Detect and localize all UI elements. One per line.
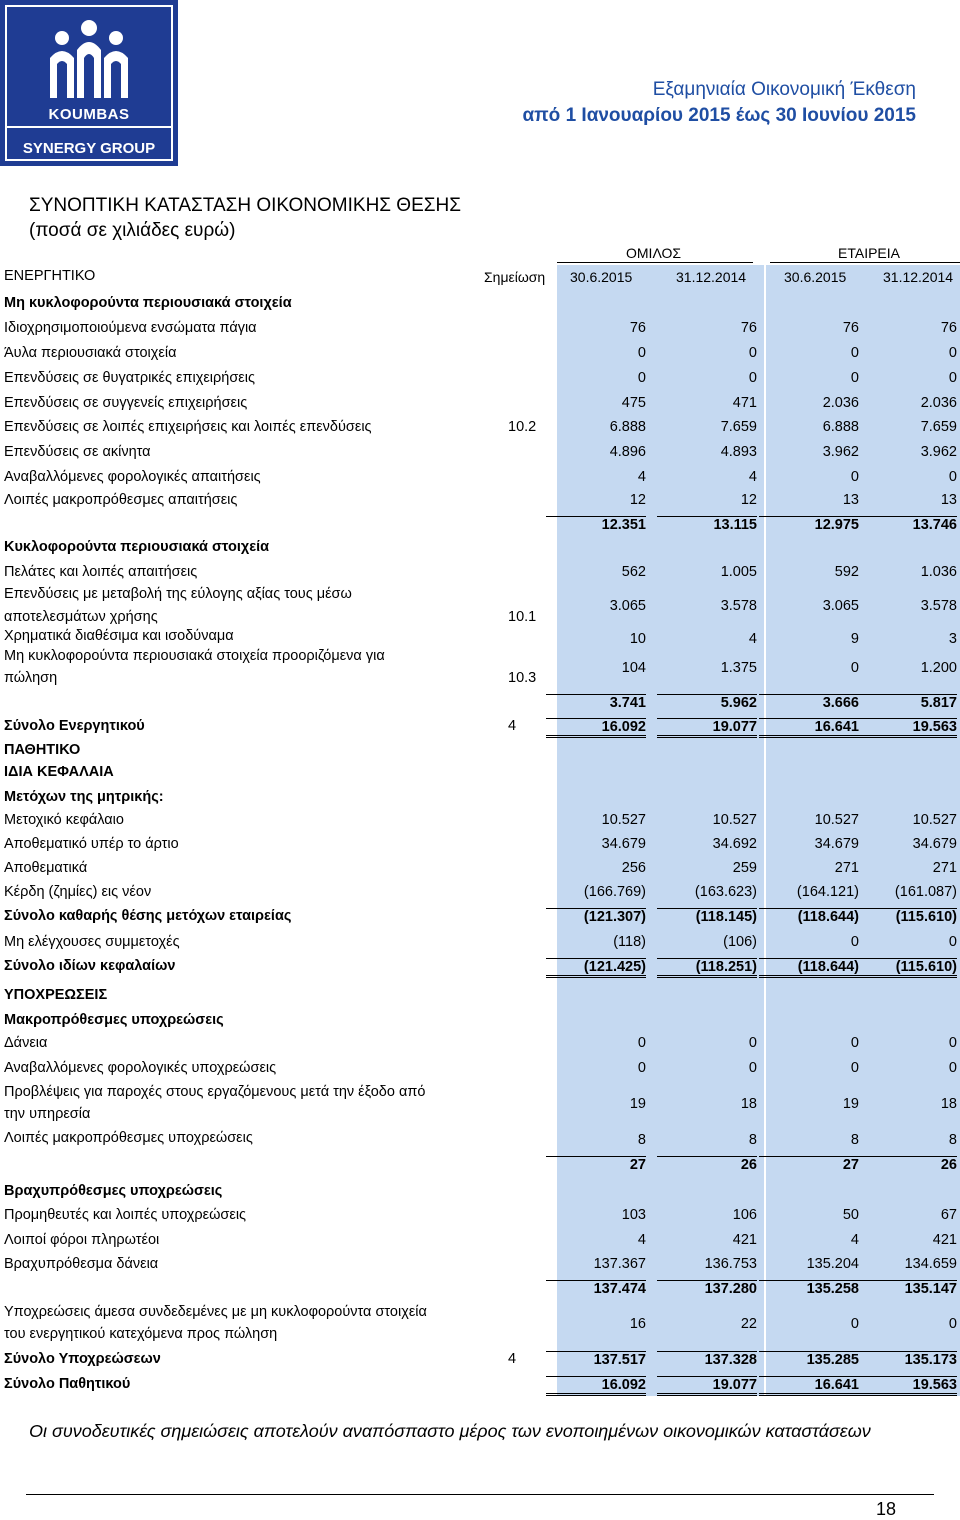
- cell: 137.367: [593, 1256, 646, 1272]
- cell: 0: [948, 345, 957, 361]
- note-ref: 10.3: [508, 670, 537, 686]
- cell: 4: [637, 1232, 646, 1248]
- cell: 0: [850, 469, 859, 485]
- cell: 0: [748, 1035, 757, 1051]
- cell: 106: [732, 1207, 757, 1223]
- cell: 19: [629, 1096, 646, 1112]
- row-label: Αναβαλλόμενες φορολογικές απαιτήσεις: [4, 469, 261, 485]
- cell: (164.121): [796, 884, 859, 900]
- cell: 27: [759, 1156, 859, 1173]
- row-label: Κέρδη (ζημίες) εις νέον: [4, 884, 152, 900]
- cell: 18: [940, 1096, 957, 1112]
- cell: 8: [850, 1132, 859, 1148]
- cell: 3: [948, 631, 957, 647]
- cell: 34.679: [912, 836, 957, 852]
- cell: 1.005: [720, 564, 757, 580]
- cell: (121.307): [546, 908, 646, 925]
- note-ref: 10.2: [508, 419, 537, 435]
- cell: (118.644): [759, 958, 859, 978]
- cell: 1.036: [920, 564, 957, 580]
- report-title: Εξαμηνιαία Οικονομική Έκθεση: [652, 79, 916, 100]
- cell: 135.147: [857, 1280, 957, 1297]
- statement-title: [29, 193, 461, 243]
- cell: 0: [748, 370, 757, 386]
- row-label: Αναβαλλόμενες φορολογικές υποχρεώσεις: [4, 1060, 277, 1076]
- row-label: ΥΠΟΧΡΕΩΣΕΙΣ: [4, 987, 108, 1003]
- row-label-cont: του ενεργητικού κατεχόμενα προς πώληση: [4, 1326, 278, 1342]
- cell: 6.888: [609, 419, 646, 435]
- cell: 19.077: [657, 1376, 757, 1396]
- row-label: Προμηθευτές και λοιπές υποχρεώσεις: [4, 1207, 247, 1223]
- cell: 4: [850, 1232, 859, 1248]
- row-label-cont: αποτελεσμάτων χρήσης: [4, 609, 158, 625]
- cell: 13.115: [657, 516, 757, 533]
- note-ref: 4: [508, 1351, 517, 1367]
- row-label: Μη κυκλοφορούντα περιουσιακά στοιχεία: [4, 295, 292, 311]
- cell: 0: [948, 469, 957, 485]
- cell: 50: [842, 1207, 859, 1223]
- cell: 13.746: [857, 516, 957, 533]
- statement-title-line1: ΣΥΝΟΠΤΙΚΗ ΚΑΤΑΣΤΑΣΗ ΟΙΚΟΝΟΜΙΚΗΣ ΘΕΣΗΣ: [29, 195, 461, 216]
- cell: 2.036: [920, 395, 957, 411]
- cell: 76: [940, 320, 957, 336]
- cell: 67: [940, 1207, 957, 1223]
- cell: 271: [932, 860, 957, 876]
- assets-header: ΕΝΕΡΓΗΤΙΚΟ: [4, 268, 96, 284]
- date-group-prior: 31.12.2014: [676, 269, 747, 285]
- cell: 3.578: [920, 598, 957, 614]
- cell: 7.659: [720, 419, 757, 435]
- cell: 0: [948, 1316, 957, 1332]
- cell: 0: [948, 1060, 957, 1076]
- row-label: Αποθεματικά: [4, 860, 88, 876]
- cell: (161.087): [894, 884, 957, 900]
- row-label: Επενδύσεις με μεταβολή της εύλογης αξίας τους μέσω: [4, 586, 352, 602]
- cell: (118.251): [657, 958, 757, 978]
- company-header: ΕΤΑΙΡΕΙΑ: [838, 245, 900, 261]
- cell: 1.375: [720, 660, 757, 676]
- cell: 8: [637, 1132, 646, 1148]
- cell: 13: [842, 492, 859, 508]
- cell: 0: [850, 1035, 859, 1051]
- cell: 18: [740, 1096, 757, 1112]
- row-label: Σύνολο ιδίων κεφαλαίων: [4, 958, 176, 974]
- cell: 3.065: [609, 598, 646, 614]
- date-company-prior: 31.12.2014: [883, 269, 954, 285]
- cell: 16.092: [546, 1376, 646, 1396]
- cell: 34.679: [601, 836, 646, 852]
- cell: 16.641: [759, 1376, 859, 1396]
- cell: 136.753: [704, 1256, 757, 1272]
- cell: 0: [637, 1060, 646, 1076]
- cell: 76: [842, 320, 859, 336]
- row-label: Μη κυκλοφορούντα περιουσιακά στοιχεία προοριζόμενα για: [4, 648, 385, 664]
- row-label: Λοιπές μακροπρόθεσμες υποχρεώσεις: [4, 1130, 253, 1146]
- note-header: Σημείωση: [484, 269, 546, 285]
- group-header-rule: [557, 262, 753, 263]
- cell: 135.258: [759, 1280, 859, 1297]
- cell: 3.065: [822, 598, 859, 614]
- cell: 10.527: [912, 812, 957, 828]
- cell: 26: [657, 1156, 757, 1173]
- page-divider: [26, 1494, 934, 1495]
- cell: 137.474: [546, 1280, 646, 1297]
- cell: (118.644): [759, 908, 859, 925]
- cell: (115.610): [857, 958, 957, 978]
- cell: 0: [850, 1060, 859, 1076]
- cell: 76: [629, 320, 646, 336]
- cell: 103: [621, 1207, 646, 1223]
- cell: 0: [850, 934, 859, 950]
- report-period: από 1 Ιανουαρίου 2015 έως 30 Ιουνίου 2015: [522, 105, 916, 126]
- cell: 562: [621, 564, 646, 580]
- cell: 26: [857, 1156, 957, 1173]
- cell: 12: [740, 492, 757, 508]
- cell: 0: [748, 345, 757, 361]
- cell: 421: [932, 1232, 957, 1248]
- cell: 19.077: [657, 718, 757, 738]
- cell: 135.173: [857, 1351, 957, 1368]
- row-label: Υποχρεώσεις άμεσα συνδεδεμένες με μη κυκλοφορούντα στοιχεία: [4, 1304, 427, 1320]
- cell: 3.962: [920, 444, 957, 460]
- cell: 4: [637, 469, 646, 485]
- row-label: Μη ελέγχουσες συμμετοχές: [4, 934, 180, 950]
- row-label: Επενδύσεις σε συγγενείς επιχειρήσεις: [4, 395, 248, 411]
- cell: 0: [850, 660, 859, 676]
- logo-subtext: SYNERGY GROUP: [22, 140, 156, 157]
- cell: 4: [748, 469, 757, 485]
- row-label: Μακροπρόθεσμες υποχρεώσεις: [4, 1012, 224, 1028]
- cell: 6.888: [822, 419, 859, 435]
- group-header: ΟΜΙΛΟΣ: [626, 245, 682, 261]
- cell: 3.741: [546, 694, 646, 711]
- cell: 27: [546, 1156, 646, 1173]
- cell: 22: [740, 1316, 757, 1332]
- cell: 0: [850, 1316, 859, 1332]
- cell: 135.285: [759, 1351, 859, 1368]
- cell: 12.975: [759, 516, 859, 533]
- cell: 137.328: [657, 1351, 757, 1368]
- cell: 12.351: [546, 516, 646, 533]
- company-header-rule: [770, 262, 960, 263]
- row-label: Σύνολο καθαρής θέσης μετόχων εταιρείας: [4, 908, 292, 924]
- date-group-current: 30.6.2015: [570, 269, 633, 285]
- note-ref: 10.1: [508, 609, 537, 625]
- cell: 1.200: [920, 660, 957, 676]
- cell: 12: [629, 492, 646, 508]
- cell: 134.659: [904, 1256, 957, 1272]
- cell: (163.623): [694, 884, 757, 900]
- row-label-cont: πώληση: [4, 670, 58, 686]
- page-number: 18: [875, 1499, 896, 1519]
- cell: 0: [948, 1035, 957, 1051]
- cell: 271: [834, 860, 859, 876]
- cell: 3.578: [720, 598, 757, 614]
- cell: 10.527: [712, 812, 757, 828]
- cell: 19: [842, 1096, 859, 1112]
- row-label: Λοιπές μακροπρόθεσμες απαιτήσεις: [4, 492, 238, 508]
- row-label: Δάνεια: [4, 1035, 48, 1051]
- cell: 34.679: [814, 836, 859, 852]
- cell: 3.962: [822, 444, 859, 460]
- cell: 256: [621, 860, 646, 876]
- cell: 7.659: [920, 419, 957, 435]
- cell: 9: [850, 631, 859, 647]
- cell: 2.036: [822, 395, 859, 411]
- note-ref: 4: [508, 718, 517, 734]
- cell: 592: [834, 564, 859, 580]
- row-label: Μετοχικό κεφάλαιο: [4, 812, 124, 828]
- cell: 137.517: [546, 1351, 646, 1368]
- cell: 259: [732, 860, 757, 876]
- cell: 16.641: [759, 718, 859, 738]
- cell: 4.893: [720, 444, 757, 460]
- row-label: Επενδύσεις σε λοιπές επιχειρήσεις και λοιπές επενδύσεις: [4, 419, 372, 435]
- cell: 16: [629, 1316, 646, 1332]
- row-label: Πελάτες και λοιπές απαιτήσεις: [4, 564, 198, 580]
- cell: 104: [621, 660, 646, 676]
- footnote: Οι συνοδευτικές σημειώσεις αποτελούν αναπόσπαστο μέρος των ενοποιημένων οικονομικών καταστάσεων: [29, 1421, 871, 1441]
- cell: 76: [740, 320, 757, 336]
- company-logo: [0, 0, 178, 166]
- row-label: Σύνολο Υποχρεώσεων: [4, 1351, 161, 1367]
- row-label: Χρηματικά διαθέσιμα και ισοδύναμα: [4, 628, 234, 644]
- logo-text: KOUMBAS: [48, 106, 130, 123]
- cell: (118): [613, 934, 646, 950]
- cell: 8: [948, 1132, 957, 1148]
- cell: 5.962: [657, 694, 757, 711]
- cell: 8: [748, 1132, 757, 1148]
- date-company-current: 30.6.2015: [784, 269, 847, 285]
- cell: 19.563: [857, 1376, 957, 1396]
- cell: 475: [621, 395, 646, 411]
- cell: 4.896: [609, 444, 646, 460]
- cell: 0: [748, 1060, 757, 1076]
- cell: 0: [637, 370, 646, 386]
- cell: 0: [850, 345, 859, 361]
- cell: 0: [948, 370, 957, 386]
- cell: 471: [732, 395, 757, 411]
- row-label: Προβλέψεις για παροχές στους εργαζόμενους μετά την έξοδο από: [4, 1084, 426, 1100]
- cell: 19.563: [857, 718, 957, 738]
- statement-title-line2: (ποσά σε χιλιάδες ευρώ): [29, 220, 236, 241]
- cell: 137.280: [657, 1280, 757, 1297]
- cell: 10.527: [814, 812, 859, 828]
- cell: 0: [637, 1035, 646, 1051]
- cell: (121.425): [546, 958, 646, 978]
- row-label: Αποθεματικό υπέρ το άρτιο: [4, 836, 179, 852]
- row-label-cont: την υπηρεσία: [4, 1106, 91, 1122]
- row-label: Σύνολο Παθητικού: [4, 1376, 131, 1392]
- cell: (106): [723, 934, 757, 950]
- cell: 4: [748, 631, 757, 647]
- row-label: Κυκλοφορούντα περιουσιακά στοιχεία: [4, 539, 270, 555]
- cell: (166.769): [583, 884, 646, 900]
- row-label: Βραχυπρόθεσμες υποχρεώσεις: [4, 1183, 223, 1199]
- row-label: ΠΑΘΗΤΙΚΟ: [4, 742, 81, 758]
- row-label: Άυλα περιουσιακά στοιχεία: [4, 345, 177, 361]
- cell: (115.610): [857, 908, 957, 925]
- cell: 34.692: [712, 836, 757, 852]
- row-label: Επενδύσεις σε θυγατρικές επιχειρήσεις: [4, 370, 255, 386]
- cell: 0: [948, 934, 957, 950]
- row-label: Μετόχων της μητρικής:: [4, 789, 164, 805]
- cell: 0: [637, 345, 646, 361]
- row-label: Βραχυπρόθεσμα δάνεια: [4, 1256, 159, 1272]
- cell: 5.817: [857, 694, 957, 711]
- row-label: Ιδιοχρησιμοποιούμενα ενσώματα πάγια: [4, 320, 257, 336]
- row-label: Λοιποί φόροι πληρωτέοι: [4, 1232, 160, 1248]
- cell: 13: [940, 492, 957, 508]
- cell: (118.145): [657, 908, 757, 925]
- row-label: Επενδύσεις σε ακίνητα: [4, 444, 151, 460]
- row-label: Σύνολο Ενεργητικού: [4, 718, 145, 734]
- cell: 10.527: [601, 812, 646, 828]
- cell: 10: [629, 631, 646, 647]
- cell: 135.204: [806, 1256, 859, 1272]
- cell: 421: [732, 1232, 757, 1248]
- cell: 0: [850, 370, 859, 386]
- cell: 3.666: [759, 694, 859, 711]
- cell: 16.092: [546, 718, 646, 738]
- row-label: ΙΔΙΑ ΚΕΦΑΛΑΙΑ: [4, 764, 114, 780]
